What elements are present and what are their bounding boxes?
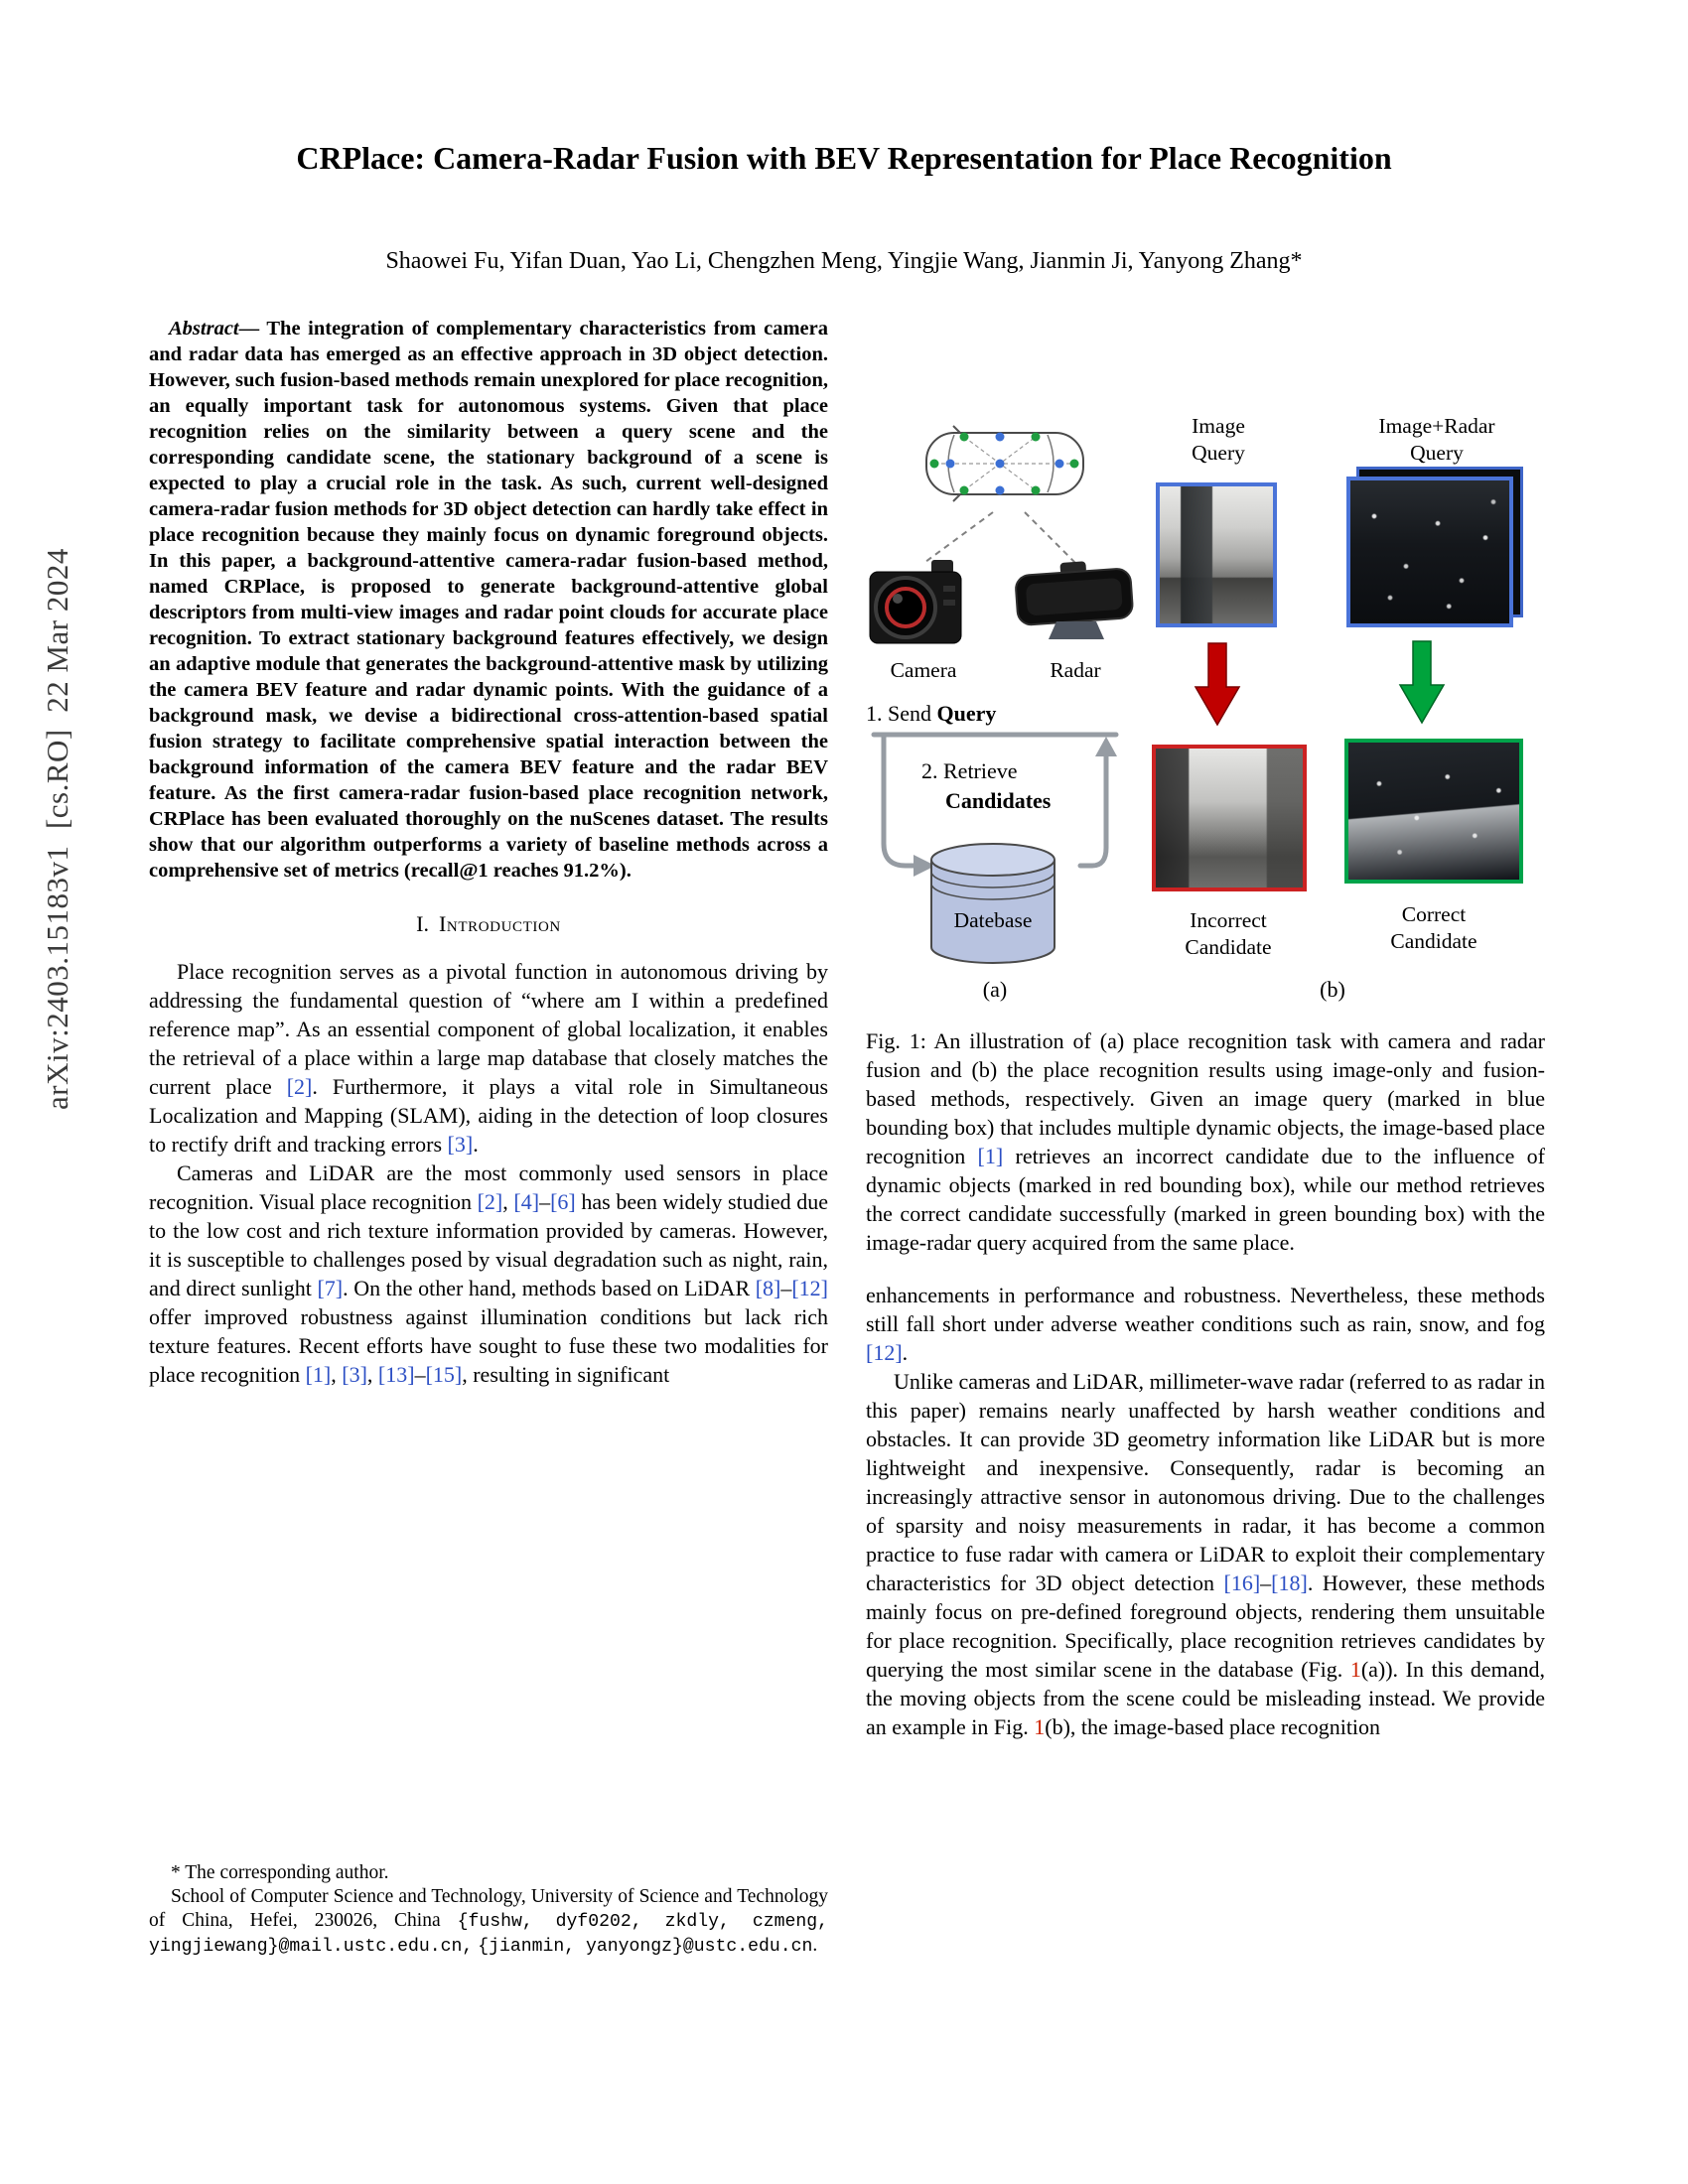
text-segment: , <box>331 1362 343 1387</box>
correct-candidate-label: Correct Candidate <box>1390 902 1477 953</box>
figure-ref-link[interactable]: 1 <box>1349 1657 1361 1682</box>
text-segment: enhancements in performance and robustness. Nevertheless, these methods still fall short under adverse weather conditions such as rain, snow, and fog <box>866 1283 1545 1336</box>
section-number: I. <box>416 911 429 936</box>
left-column-flow <box>149 316 828 1852</box>
text-segment: . <box>812 1935 818 1956</box>
text-segment: Cameras and LiDAR are the most commonly used sensors in place recognition. Visual place recognition <box>149 1160 828 1214</box>
right-column <box>866 316 1545 1741</box>
image-radar-query-photo <box>1346 477 1513 627</box>
text-segment: – <box>780 1276 792 1300</box>
text-segment: Query <box>936 701 997 726</box>
panel-b-label: (b) <box>1320 977 1345 1002</box>
intro-paragraph-1 <box>149 957 828 1159</box>
incorrect-candidate-photo <box>1152 745 1307 891</box>
text-segment: , <box>366 1362 378 1387</box>
citation-link[interactable]: [1] <box>977 1144 1004 1168</box>
paper-authors: Shaowei Fu, Yifan Duan, Yao Li, Chengzhen Meng, Yingjie Wang, Jianmin Ji, Yanyong Zhang* <box>385 248 1303 274</box>
text-segment: – <box>1260 1570 1272 1595</box>
text-segment: Unlike cameras and LiDAR, millimeter-wave radar (referred to as radar in this paper) remains nearly unaffected by harsh weather conditions and obstacles. It can provide 3D geometry information like LiDAR but is more lightweight and inexpensive. Consequently, radar is becoming an increasingly attractive sensor in autonomous driving. Due to the challenges of sparsity and noisy measurements in radar, it has become a common practice to fuse radar with camera or LiDAR to exploit their complementary characteristics for 3D object detection <box>866 1369 1545 1595</box>
text-segment: retrieves an incorrect candidate due to the influence of dynamic objects (marked in red bounding box), while our method retrieves the correct candidate successfully (marked in green bounding box) with the image-radar query acquired from the same place. <box>866 1144 1545 1255</box>
citation-link[interactable]: [16] <box>1223 1570 1261 1595</box>
section-title: Introduction <box>438 911 561 936</box>
text-segment: . Furthermore, it plays a vital role in Simultaneous Localization and Mapping (SLAM), aiding in the detection of loop closures to rectify drift and tracking errors <box>149 1074 828 1157</box>
text-segment: Abstract <box>169 318 239 340</box>
text-segment: has been widely studied due to the low cost and rich texture information provided by cameras. However, it is susceptible to challenges posed by visual degradation such as night, rain, and direct sunlight <box>149 1189 828 1300</box>
camera-label: Camera <box>890 658 957 682</box>
figure-1 <box>866 316 1545 1011</box>
footnote-corresponding-author: * The corresponding author. <box>171 1862 389 1883</box>
correct-candidate-photo <box>1344 739 1523 884</box>
incorrect-result-arrow <box>1194 641 1241 729</box>
database-icon <box>917 836 1068 975</box>
citation-link[interactable]: [4] <box>513 1189 540 1214</box>
footnote <box>149 1861 828 1959</box>
text-segment: {fushw, dyf0202, zkdly, czmeng, yingjiewang}@mail.ustc.edu.cn, <box>149 1912 828 1957</box>
citation-link[interactable]: [7] <box>317 1276 344 1300</box>
citation-link[interactable]: [18] <box>1271 1570 1308 1595</box>
citation-link[interactable]: [3] <box>447 1132 474 1157</box>
text-segment: (a)). In this demand, the moving objects from the scene could be misleading instead. We provide an example in Fig. <box>866 1657 1546 1739</box>
image-radar-query-label: Image+Radar Query <box>1378 414 1495 465</box>
send-query-step <box>866 701 996 727</box>
text-segment: (b), the image-based place recognition <box>1045 1714 1381 1739</box>
right-paragraph-1 <box>866 1281 1545 1367</box>
text-segment: – <box>414 1362 426 1387</box>
text-segment: offer improved robustness against illumination conditions but lack rich texture features. Recent efforts have sought to fuse these two modalities for place recognition <box>149 1304 828 1387</box>
text-segment: — The integration of complementary characteristics from camera and radar data has emerged as an effective approach in 3D object detection. However, such fusion-based methods remain unexplored for place recognition, an equally important task for autonomous systems. Given that place recognition relies on the similarity between a query scene and the corresponding candidate scene, the stationary background of a scene is expected to play a crucial role in the task. As such, current well-designed camera-radar fusion methods for 3D object detection can hardly take effect in place recognition because they mainly focus on dynamic foreground objects. In this paper, a background-attentive camera-radar fusion-based method, named CRPlace, is proposed to generate background-attentive global descriptors from multi-view images and radar point clouds for accurate place recognition. To extract stationary background features effectively, we design an adaptive module that generates the background-attentive mask by utilizing the camera BEV feature and radar dynamic points. With the guidance of a background mask, we devise a bidirectional cross-attention-based spatial fusion strategy to facilitate comprehensive spatial interaction between the background information of the camera BEV feature and the radar BEV feature. As the first camera-radar fusion-based place recognition network, CRPlace has been evaluated thoroughly on the nuScenes dataset. The results show that our algorithm outperforms a variety of baseline methods across a comprehensive set of metrics (recall@1 reaches 91.2%). <box>149 318 828 882</box>
text-segment: Fig. 1: An illustration of (a) place recognition task with camera and radar fusion and (b) the place recognition results using image-only and fusion-based methods, respectively. Given an image query (marked in blue bounding box) that includes multiple dynamic objects, the image-based place recognition <box>866 1028 1545 1168</box>
arxiv-stamp: arXiv:2403.15183v1 [cs.RO] 22 Mar 2024 <box>40 548 74 1110</box>
text-segment: . <box>902 1340 909 1365</box>
intro-paragraph-2 <box>149 1159 828 1389</box>
citation-link[interactable]: [1] <box>305 1362 332 1387</box>
retrieve-step-line2: Candidates <box>945 788 1052 813</box>
database-label: Datebase <box>953 908 1033 932</box>
camera-device-image <box>868 556 979 647</box>
text-segment: , resulting in significant <box>462 1362 670 1387</box>
text-segment: School of Computer Science and Technology, University of Science and Technology of China, Hefei, 230026, China <box>149 1886 828 1931</box>
text-segment: . On the other hand, methods based on LiDAR <box>343 1276 756 1300</box>
text-segment: 1. Send <box>866 701 937 726</box>
radar-device-image <box>1013 560 1140 643</box>
citation-link[interactable]: [12] <box>866 1340 903 1365</box>
text-segment: . <box>473 1132 479 1157</box>
figure-ref-link[interactable]: 1 <box>1034 1714 1046 1739</box>
figure-1-caption <box>866 1026 1545 1257</box>
image-query-photo <box>1156 482 1277 627</box>
correct-result-arrow <box>1398 639 1446 727</box>
left-column <box>149 316 828 2184</box>
citation-link[interactable]: [15] <box>425 1362 463 1387</box>
text-segment: , <box>502 1189 514 1214</box>
citation-link[interactable]: [13] <box>377 1362 415 1387</box>
incorrect-candidate-label: Incorrect Candidate <box>1185 908 1272 959</box>
panel-a-label: (a) <box>982 977 1008 1002</box>
paper-title: CRPlace: Camera-Radar Fusion with BEV Representation for Place Recognition <box>296 140 1392 176</box>
citation-link[interactable]: [3] <box>342 1362 367 1387</box>
car-sensor-layout-illustration <box>920 411 1089 514</box>
citation-link[interactable]: [6] <box>550 1189 576 1214</box>
citation-link[interactable]: [2] <box>286 1074 313 1099</box>
text-segment: . However, these methods mainly focus on pre-defined foreground objects, rendering them unsuitable for place recognition. Specifically, place recognition retrieves candidates by querying the most similar scene in the database (Fig. <box>866 1570 1545 1682</box>
abstract-paragraph <box>149 316 828 884</box>
citation-link[interactable]: [12] <box>791 1276 828 1300</box>
section-heading-introduction <box>149 911 828 937</box>
image-query-label: Image Query <box>1192 414 1245 465</box>
retrieve-step-line1: 2. Retrieve <box>921 758 1018 783</box>
text-segment: Place recognition serves as a pivotal function in autonomous driving by addressing the fundamental question of “where am I within a predefined reference map”. As an essential component of global localization, it enables the retrieval of a place within a large map database that closely matches the current place <box>149 959 828 1099</box>
citation-link[interactable]: [8] <box>755 1276 781 1300</box>
text-segment: – <box>539 1189 551 1214</box>
text-segment: {jianmin, yanyongz}@ustc.edu.cn <box>478 1937 813 1957</box>
radar-label: Radar <box>1050 658 1101 682</box>
right-paragraph-2 <box>866 1367 1545 1741</box>
footnote-affiliation <box>149 1885 828 1959</box>
citation-link[interactable]: [2] <box>477 1189 503 1214</box>
